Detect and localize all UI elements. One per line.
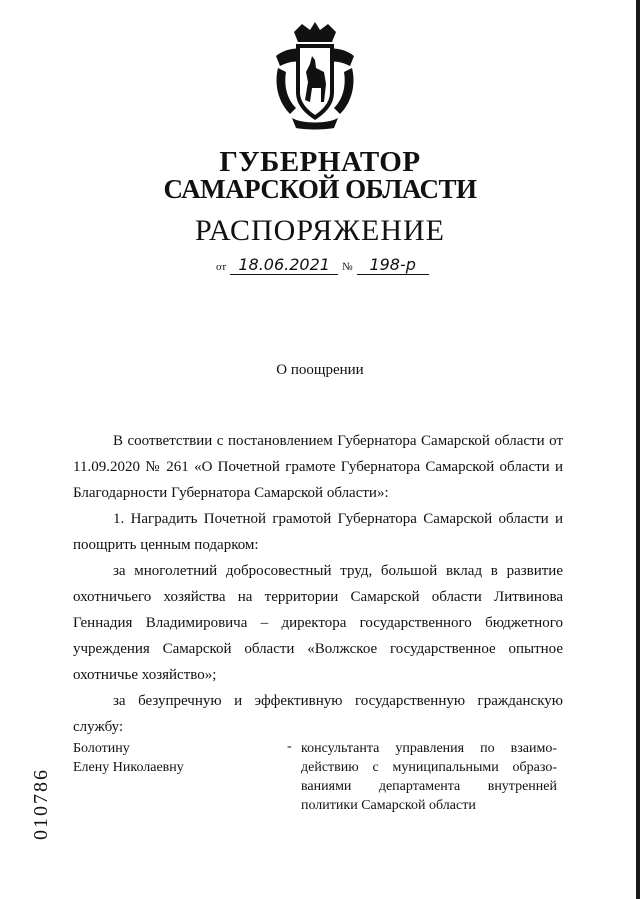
paragraph-text: за безупречную и эффективную государственную гражданскую службу: xyxy=(73,693,563,735)
header-title-line2: САМАРСКОЙ ОБЛАСТИ xyxy=(163,174,477,204)
coat-of-arms-icon xyxy=(272,22,358,130)
awardee-name xyxy=(73,739,253,777)
number-label: № xyxy=(342,261,353,273)
document-date: 18.06.2021 xyxy=(230,255,338,275)
scan-edge xyxy=(636,0,640,899)
awardee-given-names: Елену Николаевну xyxy=(73,760,184,775)
header-title-line1: ГУБЕРНАТОР xyxy=(219,146,421,178)
body-paragraph-3 xyxy=(73,558,563,688)
awardee-surname: Болотину xyxy=(73,741,130,756)
dateline xyxy=(212,255,429,275)
awardee-position: консультанта управления по взаимо-действию с муниципальными образо-ваниями департамента внутренней политики Самарской области xyxy=(301,741,557,813)
paragraph-text: 1. Наградить Почетной грамотой Губернатора Самарской области и поощрить ценным подарком: xyxy=(73,511,563,553)
paragraph-text: В соответствии с постановлением Губернатора Самарской области от 11.09.2020 № 261 «О Почетной грамоте Губернатора Самарской области и Благодарности Губернатора Самарской области»: xyxy=(73,433,563,501)
paragraph-text: за многолетний добросовестный труд, большой вклад в развитие охотничьего хозяйства на территории Самарской области Литвинова Геннадия Владимировича – директора государственного бюджетного учреждения Самарской области «Волжское государственное опытное охотничье хозяйство»; xyxy=(73,563,563,683)
awardee-dash: - xyxy=(287,739,292,754)
body-paragraph-4 xyxy=(73,688,563,740)
document-subject: О поощрении xyxy=(276,362,364,378)
document-number: 198-р xyxy=(357,255,429,275)
serial-number: 010786 xyxy=(30,768,52,840)
body-paragraph-1 xyxy=(73,428,563,506)
document-type: РАСПОРЯЖЕНИЕ xyxy=(194,214,446,247)
from-label: от xyxy=(216,261,227,273)
body-paragraph-2 xyxy=(73,506,563,558)
